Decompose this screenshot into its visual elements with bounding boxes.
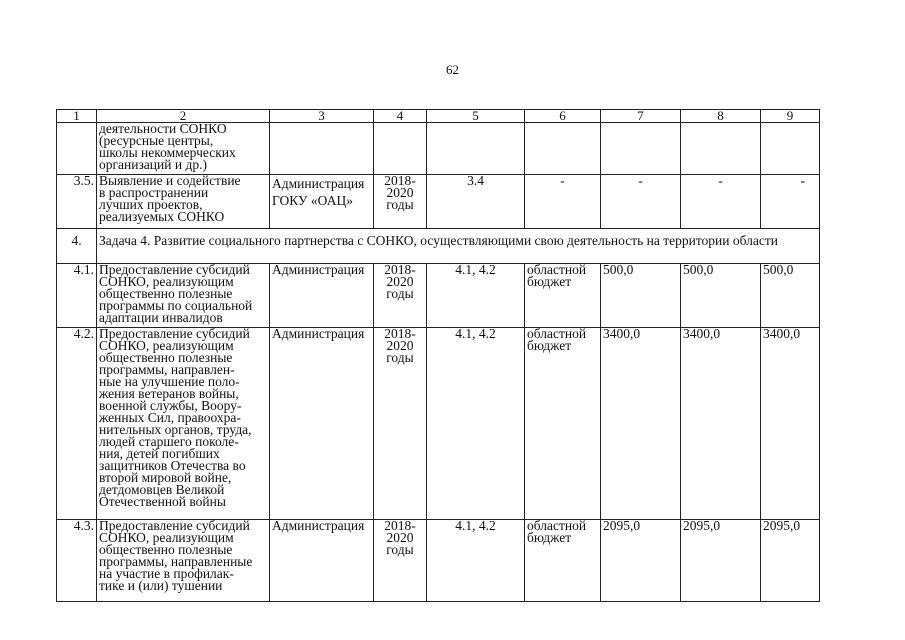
value-col-8: 500,0 <box>681 264 761 328</box>
table-row <box>57 123 820 175</box>
value-col-8: 3400,0 <box>681 328 761 520</box>
value-col-9: 500,0 <box>761 264 820 328</box>
table-row <box>57 264 820 328</box>
value-col-7: - <box>601 175 681 229</box>
indicator: 4.1, 4.2 <box>427 328 525 520</box>
period: 2018- 2020 годы <box>374 175 427 229</box>
value-col-9: 2095,0 <box>761 520 820 602</box>
col-header-9: 9 <box>761 110 820 123</box>
task-title: Задача 4. Развитие социального партнерства с СОНКО, осуществляющими свою деятельность на территории области <box>97 229 820 264</box>
col-header-1: 1 <box>57 110 97 123</box>
period: 2018- 2020 годы <box>374 520 427 602</box>
value-col-8: 2095,0 <box>681 520 761 602</box>
funding-source: - <box>525 175 601 229</box>
funding-source: областной бюджет <box>525 520 601 602</box>
value-col-9: 3400,0 <box>761 328 820 520</box>
indicator: 4.1, 4.2 <box>427 520 525 602</box>
activity-name: Предоставление субсидий СОНКО, реализующим общественно полезные программы, направленные на участие в профилак- тике и (или) тушении <box>97 520 270 602</box>
period <box>374 123 427 175</box>
indicator <box>427 123 525 175</box>
table-row <box>57 520 820 602</box>
funding-source <box>525 123 601 175</box>
executor: Администрация <box>270 264 374 328</box>
indicator: 4.1, 4.2 <box>427 264 525 328</box>
activity-name: деятельности СОНКО (ресурсные центры, школы некоммерческих организаций и др.) <box>97 123 270 175</box>
funding-source: областной бюджет <box>525 264 601 328</box>
col-header-8: 8 <box>681 110 761 123</box>
period: 2018- 2020 годы <box>374 264 427 328</box>
value-col-7: 500,0 <box>601 264 681 328</box>
activity-name: Выявление и содействие в распространении лучших проектов, реализуемых СОНКО <box>97 175 270 229</box>
value-col-9: - <box>761 175 820 229</box>
header-row <box>57 110 820 123</box>
value-col-7: 3400,0 <box>601 328 681 520</box>
col-header-5: 5 <box>427 110 525 123</box>
row-number: 3.5. <box>57 175 97 229</box>
page-number: 62 <box>446 62 459 77</box>
executor: Администрация <box>270 520 374 602</box>
indicator: 3.4 <box>427 175 525 229</box>
executor: Администрация <box>270 328 374 520</box>
col-header-6: 6 <box>525 110 601 123</box>
col-header-7: 7 <box>601 110 681 123</box>
value-col-7: 2095,0 <box>601 520 681 602</box>
col-header-4: 4 <box>374 110 427 123</box>
row-number: 4.1. <box>57 264 97 328</box>
value-col-7 <box>601 123 681 175</box>
value-col-8: - <box>681 175 761 229</box>
table-row <box>57 328 820 520</box>
period: 2018- 2020 годы <box>374 328 427 520</box>
table-row <box>57 175 820 229</box>
row-number <box>57 123 97 175</box>
task-row <box>57 229 820 264</box>
task-number: 4. <box>57 229 97 264</box>
activity-name: Предоставление субсидий СОНКО, реализующим общественно полезные программы, направлен- ные на улучшение поло- жения ветеранов войны, военной службы, Воору- женных Сил, правоохра- нительных органов, труда, людей старшего поколе- ния, детей погибших защитников Отечества во второй мировой войне, детдомовцев Великой Отечественной войны <box>97 328 270 520</box>
funding-source: областной бюджет <box>525 328 601 520</box>
col-header-3: 3 <box>270 110 374 123</box>
value-col-8 <box>681 123 761 175</box>
executor <box>270 123 374 175</box>
row-number: 4.3. <box>57 520 97 602</box>
program-table <box>56 109 820 602</box>
col-header-2: 2 <box>97 110 270 123</box>
row-number: 4.2. <box>57 328 97 520</box>
activity-name: Предоставление субсидий СОНКО, реализующим общественно полезные программы по социальной адаптации инвалидов <box>97 264 270 328</box>
value-col-9 <box>761 123 820 175</box>
executor: Администрация ГОКУ «ОАЦ» <box>270 175 374 229</box>
